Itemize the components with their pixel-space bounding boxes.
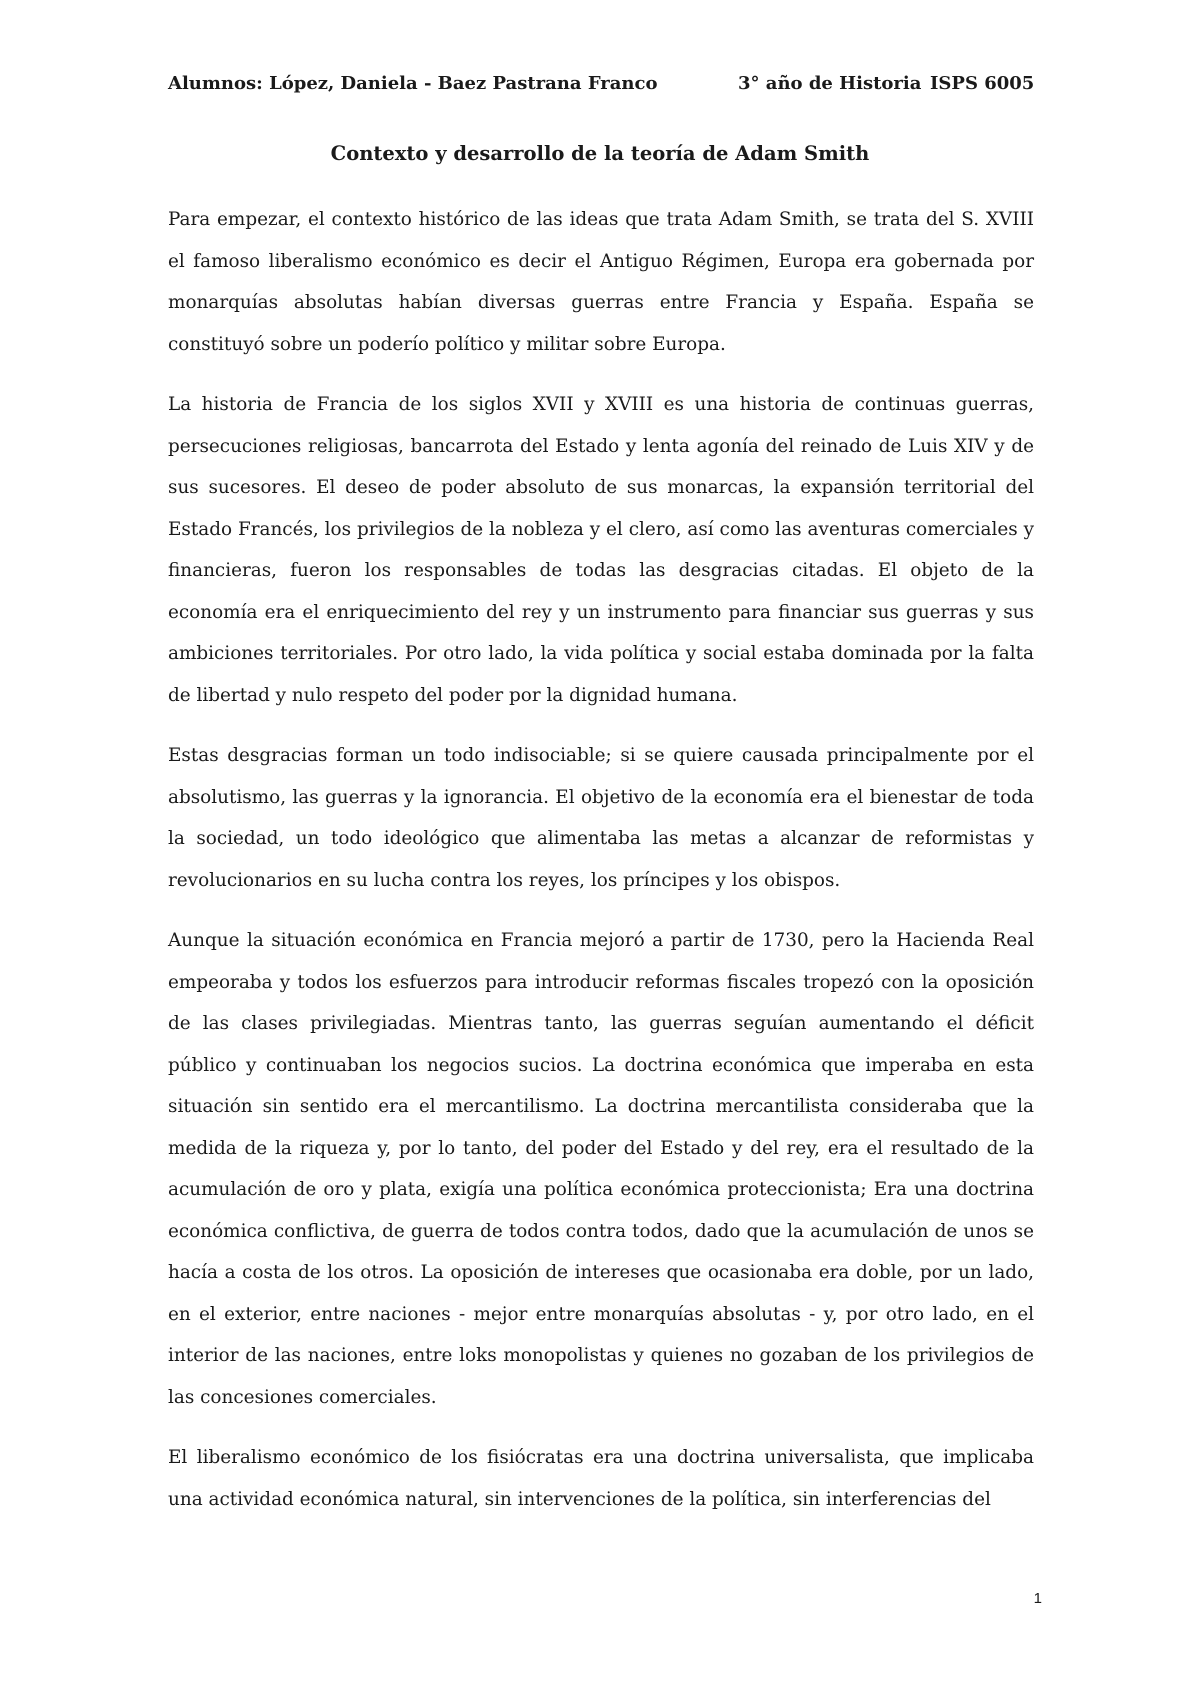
paragraph: Estas desgracias forman un todo indisociable; si se quiere causada principalmente por el absolutismo, las guerras y la ignorancia. El objetivo de la economía era el bienestar de toda la sociedad, un todo ideológico que alimentaba las metas a alcanzar de reformistas y revolucionarios en su lucha contra los reyes, los príncipes y los obispos.: [168, 745, 1034, 891]
header-course: 3° año de Historia: [738, 73, 922, 94]
document-title: Contexto y desarrollo de la teoría de Adam Smith: [330, 142, 870, 165]
paragraph: El liberalismo económico de los fisiócratas era una doctrina universalista, que implicaba una actividad económica natural, sin intervenciones de la política, sin interferencias del: [168, 1447, 1034, 1510]
paragraph: Aunque la situación económica en Francia mejoró a partir de 1730, pero la Hacienda Real empeoraba y todos los esfuerzos para introducir reformas fiscales tropezó con la oposición de las clases privilegiadas. Mientras tanto, las guerras seguían aumentando el déficit público y continuaban los negocios sucios. La doctrina económica que imperaba en esta situación sin sentido era el mercantilismo. La doctrina mercantilista consideraba que la medida de la riqueza y, por lo tanto, del poder del Estado y del rey, era el resultado de la acumulación de oro y plata, exigía una política económica proteccionista; Era una doctrina económica conflictiva, de guerra de todos contra todos, dado que la acumulación de unos se hacía a costa de los otros. La oposición de intereses que ocasionaba era doble, por un lado, en el exterior, entre naciones - mejor entre monarquías absolutas - y, por otro lado, en el interior de las naciones, entre loks monopolistas y quienes no gozaban de los privilegios de las concesiones comerciales.: [168, 930, 1034, 1408]
paragraph: La historia de Francia de los siglos XVII y XVIII es una historia de continuas guerras, persecuciones religiosas, bancarrota del Estado y lenta agonía del reinado de Luis XIV y de sus sucesores. El deseo de poder absoluto de sus monarcas, la expansión territorial del Estado Francés, los privilegios de la nobleza y el clero, así como las aventuras comerciales y financieras, fueron los responsables de todas las desgracias citadas. El objeto de la economía era el enriquecimiento del rey y un instrumento para financiar sus guerras y sus ambiciones territoriales. Por otro lado, la vida política y social estaba dominada por la falta de libertad y nulo respeto del poder por la dignidad humana.: [168, 394, 1034, 706]
paragraph: Para empezar, el contexto histórico de las ideas que trata Adam Smith, se trata del S. XVIII el famoso liberalismo económico es decir el Antiguo Régimen, Europa era gobernada por monarquías absolutas habían diversas guerras entre Francia y España. España se constituyó sobre un poderío político y militar sobre Europa.: [168, 209, 1034, 355]
document-body: [168, 199, 1034, 1539]
page-number: 1: [1033, 1590, 1042, 1607]
header-school: ISPS 6005: [930, 73, 1035, 94]
header-authors: Alumnos: López, Daniela - Baez Pastrana Franco: [168, 73, 658, 94]
